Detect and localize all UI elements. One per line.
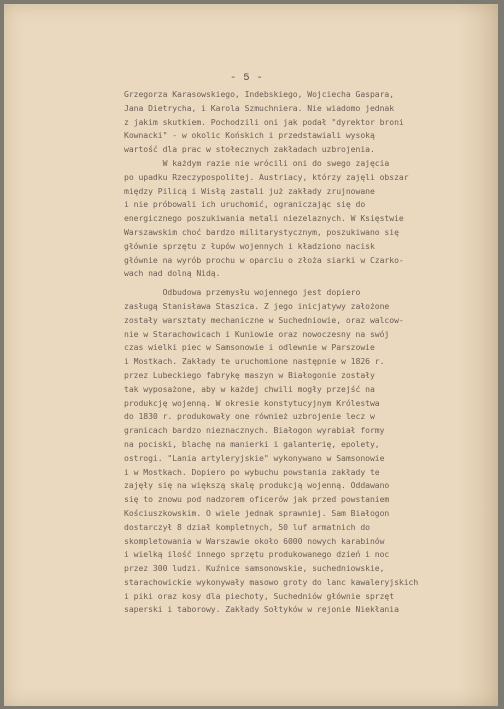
text-line: czas wielki piec w Samsonowie i odlewnie w Parszowie bbox=[124, 342, 375, 353]
typewritten-page bbox=[4, 4, 498, 706]
text-line: i Mostkach. Zakłady te uruchomione następnie w 1826 r. bbox=[124, 356, 385, 367]
text-line: dostarczył 8 dział kompletnych, 50 luf armatnich do bbox=[124, 521, 370, 532]
text-line: saperski i taborowy. Zakłady Sołtyków w rejonie Niekłania bbox=[124, 604, 399, 615]
text-line: przez 300 ludzi. Kuźnice samsonowskie, suchedniowskie, bbox=[124, 563, 385, 574]
text-line: do 1830 r. produkowały one również uzbrojenie lecz w bbox=[124, 411, 375, 422]
text-line: Jana Dietrycha, i Karola Szmuchniera. Nie wiadomo jednak bbox=[124, 102, 395, 113]
text-line: wach nad dolną Nidą. bbox=[124, 268, 221, 279]
text-line: tak wyposażone, aby w każdej chwili mogły przejść na bbox=[124, 383, 375, 394]
text-line: wartość dla prac w stołecznych zakładach uzbrojenia. bbox=[124, 144, 375, 155]
text-line: Grzegorza Karasowskiego, Indebskiego, Wojciecha Gaspara, bbox=[124, 89, 395, 99]
text-line: na pociski, blachę na manierki i galanterię, epolety, bbox=[124, 438, 380, 449]
text-line: produkcję wojenną. W okresie konstytucyjnym Królestwa bbox=[124, 397, 380, 408]
text-line: i wielką ilość innego sprzętu produkowanego dzień i noc bbox=[124, 549, 390, 560]
text-line: Odbudowa przemysłu wojennego jest dopiero bbox=[124, 287, 361, 298]
text-line: granicach bardzo nieznacznych. Białogon wyrabiał formy bbox=[124, 425, 385, 436]
text-line: po upadku Rzeczypospolitej. Austriacy, którzy zajęli obszar bbox=[124, 171, 409, 182]
text-line: i piki oraz kosy dla piechoty, Suchedniów głównie sprzęt bbox=[124, 590, 395, 601]
text-line: zajęły się na większą skalę produkcją wojenną. Oddawano bbox=[124, 480, 390, 491]
text-line: Kościuszkowskim. O wiele jednak sprawniej. Sam Białogon bbox=[124, 507, 390, 518]
body-text bbox=[124, 88, 489, 617]
text-line: nie w Starachowicach i Kuniowie oraz nowoczesny na swój bbox=[124, 328, 390, 339]
text-line: zasługą Stanisława Staszica. Z jego inicjatywy założone bbox=[124, 300, 390, 311]
text-line: zostały warsztaty mechaniczne w Suchedniowie, oraz walcow- bbox=[124, 314, 404, 325]
text-line: między Pilicą i Wisłą zastali już zakłady zrujnowane bbox=[124, 185, 375, 196]
paragraph-1 bbox=[124, 88, 489, 281]
text-line: skompletowania w Warszawie około 6000 nowych karabinów bbox=[124, 535, 385, 546]
text-line: głównie sprzętu z łupów wojennych i kładziono nacisk bbox=[124, 240, 375, 251]
text-line: i w Mostkach. Dopiero po wybuchu powstania zakłady te bbox=[124, 466, 380, 477]
paragraph-2 bbox=[124, 286, 489, 617]
text-line: z jakim skutkiem. Pochodzili oni jak podał "dyrektor broni bbox=[124, 116, 404, 127]
text-line: się to znowu pod nadzorem oficerów jak przed powstaniem bbox=[124, 494, 390, 505]
page-number: - 5 - bbox=[230, 72, 264, 84]
text-line: energicznego poszukiwania metali niezelaznych. W Księstwie bbox=[124, 213, 404, 224]
text-line: i nie próbowali ich uruchomić, ograniczając się do bbox=[124, 199, 366, 210]
text-line: głównie na wyrób prochu w oparciu o złoża siarki w Czarko- bbox=[124, 254, 404, 265]
text-line: Kownacki" - w okolic Końskich i przedstawiali wysoką bbox=[124, 130, 375, 141]
text-line: starachowickie wykonywały masowo groty do lanc kawaleryjskich bbox=[124, 576, 419, 587]
text-line: W każdym razie nie wrócili oni do swego zajęcia bbox=[124, 157, 390, 168]
text-line: Warszawskim choć bardzo militarystycznym, poszukiwano się bbox=[124, 226, 399, 237]
text-line: przez Lubeckiego fabrykę maszyn w Białogonie zostały bbox=[124, 369, 375, 380]
text-line: ostrogi. "Lania artyleryjskie" wykonywano w Samsonowie bbox=[124, 452, 385, 463]
